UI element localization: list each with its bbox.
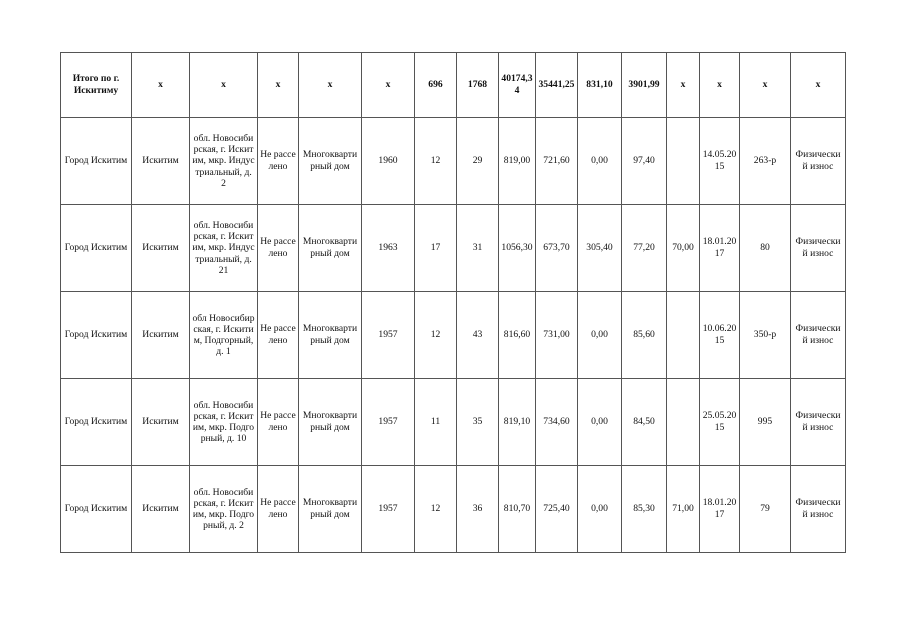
address-cell: обл. Новосибирская, г. Искитим, мкр. Индустриальный, д. 2 xyxy=(190,118,258,205)
house-type-cell: Многоквартирный дом xyxy=(299,118,362,205)
value-cell: 12 xyxy=(415,292,457,379)
value-cell: 71,00 xyxy=(667,466,700,553)
value-cell: 31 xyxy=(457,205,499,292)
value-cell: 84,50 xyxy=(622,379,667,466)
value-cell: 305,40 xyxy=(578,205,622,292)
settlement-cell: Город Искитим xyxy=(61,118,132,205)
total-cell: 40174,34 xyxy=(499,53,536,118)
address-cell: обл Новосибирская, г. Искитим, Подгорный, д. 1 xyxy=(190,292,258,379)
status-cell: Не расселено xyxy=(258,292,299,379)
settlement-cell: Город Искитим xyxy=(61,379,132,466)
value-cell: 29 xyxy=(457,118,499,205)
table-row xyxy=(61,118,846,205)
address-cell: обл. Новосибирская, г. Искитим, мкр. Подгорный, д. 2 xyxy=(190,466,258,553)
total-cell: x xyxy=(258,53,299,118)
value-cell: 731,00 xyxy=(536,292,578,379)
total-row xyxy=(61,53,846,118)
value-cell: 816,60 xyxy=(499,292,536,379)
settlement-cell: Город Искитим xyxy=(61,292,132,379)
address-cell: обл. Новосибирская, г. Искитим, мкр. Индустриальный, д. 21 xyxy=(190,205,258,292)
doc-number-cell: 79 xyxy=(740,466,791,553)
value-cell: 77,20 xyxy=(622,205,667,292)
value-cell: 819,10 xyxy=(499,379,536,466)
address-cell: обл. Новосибирская, г. Искитим, мкр. Подгорный, д. 10 xyxy=(190,379,258,466)
status-cell: Не расселено xyxy=(258,466,299,553)
total-cell: 35441,25 xyxy=(536,53,578,118)
reason-cell: Физический износ xyxy=(791,466,846,553)
total-cell: x xyxy=(299,53,362,118)
settlement-cell: Город Искитим xyxy=(61,466,132,553)
value-cell: 35 xyxy=(457,379,499,466)
value-cell: 12 xyxy=(415,466,457,553)
doc-number-cell: 80 xyxy=(740,205,791,292)
value-cell: 0,00 xyxy=(578,118,622,205)
house-type-cell: Многоквартирный дом xyxy=(299,292,362,379)
status-cell: Не расселено xyxy=(258,379,299,466)
date-cell: 14.05.2015 xyxy=(700,118,740,205)
value-cell: 85,60 xyxy=(622,292,667,379)
total-cell: x xyxy=(791,53,846,118)
doc-number-cell: 995 xyxy=(740,379,791,466)
total-label: Итого по г. Искитиму xyxy=(61,53,132,118)
total-cell: x xyxy=(700,53,740,118)
year-cell: 1960 xyxy=(362,118,415,205)
value-cell: 97,40 xyxy=(622,118,667,205)
value-cell xyxy=(667,118,700,205)
date-cell: 18.01.2017 xyxy=(700,466,740,553)
municipality-cell: Искитим xyxy=(132,466,190,553)
status-cell: Не расселено xyxy=(258,205,299,292)
municipality-cell: Искитим xyxy=(132,379,190,466)
reason-cell: Физический износ xyxy=(791,292,846,379)
value-cell: 0,00 xyxy=(578,466,622,553)
value-cell: 819,00 xyxy=(499,118,536,205)
doc-number-cell: 350-р xyxy=(740,292,791,379)
value-cell: 673,70 xyxy=(536,205,578,292)
value-cell: 43 xyxy=(457,292,499,379)
table-row xyxy=(61,205,846,292)
year-cell: 1957 xyxy=(362,292,415,379)
year-cell: 1957 xyxy=(362,466,415,553)
value-cell: 725,40 xyxy=(536,466,578,553)
total-cell: x xyxy=(667,53,700,118)
value-cell: 17 xyxy=(415,205,457,292)
value-cell: 0,00 xyxy=(578,379,622,466)
house-type-cell: Многоквартирный дом xyxy=(299,379,362,466)
total-cell: 1768 xyxy=(457,53,499,118)
table-row xyxy=(61,379,846,466)
value-cell: 70,00 xyxy=(667,205,700,292)
total-cell: x xyxy=(362,53,415,118)
value-cell: 85,30 xyxy=(622,466,667,553)
value-cell: 0,00 xyxy=(578,292,622,379)
table-row xyxy=(61,292,846,379)
value-cell: 11 xyxy=(415,379,457,466)
total-cell: 831,10 xyxy=(578,53,622,118)
house-type-cell: Многоквартирный дом xyxy=(299,205,362,292)
house-type-cell: Многоквартирный дом xyxy=(299,466,362,553)
value-cell: 1056,30 xyxy=(499,205,536,292)
value-cell: 721,60 xyxy=(536,118,578,205)
date-cell: 25.05.2015 xyxy=(700,379,740,466)
value-cell: 12 xyxy=(415,118,457,205)
total-cell: x xyxy=(132,53,190,118)
total-cell: x xyxy=(190,53,258,118)
total-cell: 3901,99 xyxy=(622,53,667,118)
housing-table xyxy=(60,52,846,553)
total-cell: 696 xyxy=(415,53,457,118)
municipality-cell: Искитим xyxy=(132,292,190,379)
year-cell: 1963 xyxy=(362,205,415,292)
settlement-cell: Город Искитим xyxy=(61,205,132,292)
value-cell xyxy=(667,379,700,466)
reason-cell: Физический износ xyxy=(791,379,846,466)
municipality-cell: Искитим xyxy=(132,118,190,205)
municipality-cell: Искитим xyxy=(132,205,190,292)
status-cell: Не расселено xyxy=(258,118,299,205)
date-cell: 18.01.2017 xyxy=(700,205,740,292)
value-cell xyxy=(667,292,700,379)
date-cell: 10.06.2015 xyxy=(700,292,740,379)
doc-number-cell: 263-р xyxy=(740,118,791,205)
total-cell: x xyxy=(740,53,791,118)
value-cell: 734,60 xyxy=(536,379,578,466)
reason-cell: Физический износ xyxy=(791,205,846,292)
year-cell: 1957 xyxy=(362,379,415,466)
reason-cell: Физический износ xyxy=(791,118,846,205)
value-cell: 36 xyxy=(457,466,499,553)
table-row xyxy=(61,466,846,553)
value-cell: 810,70 xyxy=(499,466,536,553)
